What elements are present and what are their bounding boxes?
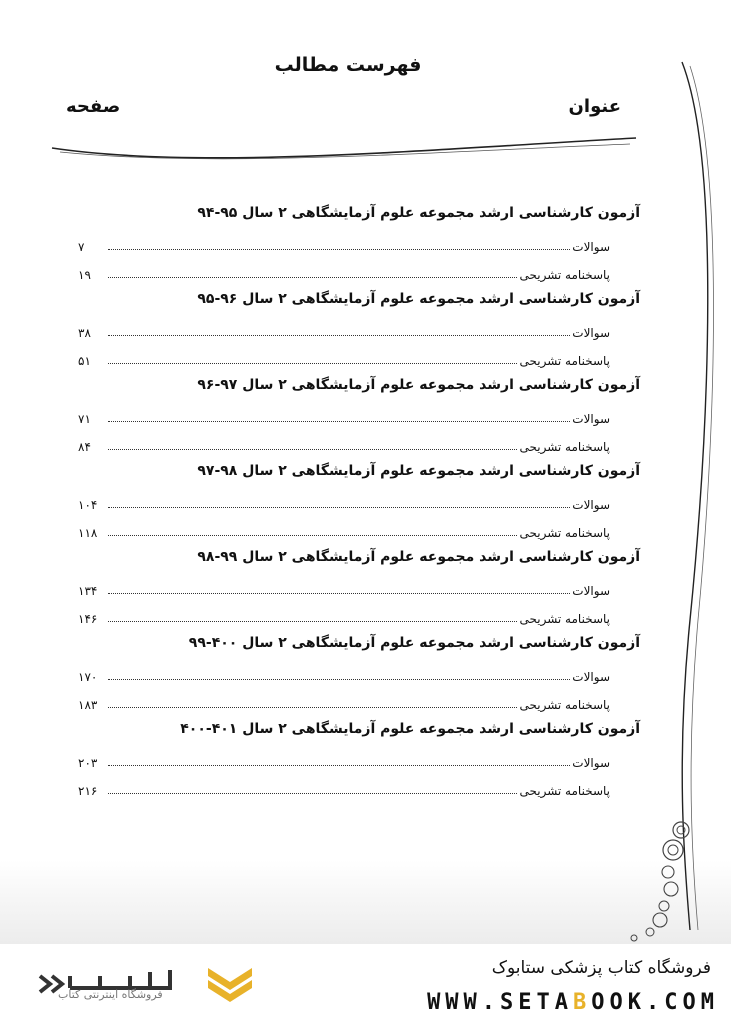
dot-leader <box>108 765 570 766</box>
toc-entry[interactable] <box>78 228 640 256</box>
toc-entry-label: پاسخنامه تشریحی <box>519 526 610 540</box>
dot-leader <box>108 507 570 508</box>
toc-entry-page-number: ۲۱۶ <box>78 784 98 798</box>
toc-entry-page-number: ۵۱ <box>78 354 91 368</box>
url-accent-letter: B <box>573 990 592 1015</box>
toc-entry[interactable] <box>78 658 640 686</box>
toc-section-title[interactable]: آزمون کارشناسی ارشد مجموعه علوم آزمایشگاهی ۲ سال ۹۷-۹۶ <box>197 377 640 393</box>
dot-leader <box>108 363 517 364</box>
toc-entry[interactable] <box>78 572 640 600</box>
toc-entry-label: سوالات <box>572 670 610 684</box>
url-part: WWW.SETA <box>427 990 574 1015</box>
dot-leader <box>108 707 517 708</box>
toc-entry-label: پاسخنامه تشریحی <box>519 440 610 454</box>
toc-entry[interactable] <box>78 600 640 628</box>
toc-entry-label: پاسخنامه تشریحی <box>519 268 610 282</box>
toc-section-title[interactable]: آزمون کارشناسی ارشد مجموعه علوم آزمایشگاهی ۲ سال ۹۵-۹۴ <box>197 205 640 221</box>
dot-leader <box>108 679 570 680</box>
toc-entry[interactable] <box>78 428 640 456</box>
dot-leader <box>108 793 517 794</box>
dot-leader <box>108 449 517 450</box>
toc-entry-label: سوالات <box>572 240 610 254</box>
dot-leader <box>108 249 570 250</box>
dot-leader <box>108 621 517 622</box>
toc-entry-label: سوالات <box>572 756 610 770</box>
toc-entry[interactable] <box>78 314 640 342</box>
toc-entry-label: پاسخنامه تشریحی <box>519 698 610 712</box>
dot-leader <box>108 335 570 336</box>
toc-entry[interactable] <box>78 514 640 542</box>
toc-entry-page-number: ۱۰۴ <box>78 498 98 512</box>
toc-entry-page-number: ۲۰۳ <box>78 756 98 770</box>
toc-entry[interactable] <box>78 400 640 428</box>
dot-leader <box>108 421 570 422</box>
toc-entry-page-number: ۷ <box>78 240 85 254</box>
setabook-logo <box>30 958 290 1014</box>
toc-entry[interactable] <box>78 772 640 800</box>
toc-entry-page-number: ۷۱ <box>78 412 91 426</box>
page-title: فهرست مطالب <box>274 54 422 76</box>
toc-entry[interactable] <box>78 342 640 370</box>
toc-section-title[interactable]: آزمون کارشناسی ارشد مجموعه علوم آزمایشگاهی ۲ سال ۹۹-۹۸ <box>197 549 640 565</box>
dot-leader <box>108 535 517 536</box>
toc-entry-page-number: ۱۷۰ <box>78 670 98 684</box>
store-url[interactable] <box>427 990 719 1015</box>
toc-entry-page-number: ۱۴۶ <box>78 612 98 626</box>
column-header-title: عنوان <box>568 96 621 117</box>
table-of-contents <box>78 198 640 800</box>
toc-entry-label: پاسخنامه تشریحی <box>519 612 610 626</box>
dot-leader <box>108 277 517 278</box>
toc-entry-page-number: ۳۸ <box>78 326 91 340</box>
url-part: OOK.COM <box>591 990 719 1015</box>
column-header-page: صفحه <box>66 96 121 117</box>
toc-entry-label: سوالات <box>572 498 610 512</box>
toc-entry-page-number: ۱۱۸ <box>78 526 98 540</box>
toc-entry-page-number: ۱۸۳ <box>78 698 98 712</box>
logo-subtext: فروشگاه اینترنتی کتاب <box>58 988 163 1001</box>
footer-banner <box>0 944 731 1024</box>
toc-entry-label: پاسخنامه تشریحی <box>519 354 610 368</box>
toc-entry[interactable] <box>78 744 640 772</box>
toc-entry-page-number: ۱۹ <box>78 268 91 282</box>
toc-entry-page-number: ۱۳۴ <box>78 584 98 598</box>
store-name: فروشگاه کتاب پزشکی ستابوک <box>491 958 711 978</box>
toc-entry[interactable] <box>78 486 640 514</box>
toc-section-title[interactable]: آزمون کارشناسی ارشد مجموعه علوم آزمایشگاهی ۲ سال ۴۰۰-۹۹ <box>188 635 640 651</box>
toc-entry[interactable] <box>78 256 640 284</box>
dot-leader <box>108 593 570 594</box>
toc-section-title[interactable]: آزمون کارشناسی ارشد مجموعه علوم آزمایشگاهی ۲ سال ۹۶-۹۵ <box>197 291 640 307</box>
toc-entry-label: سوالات <box>572 326 610 340</box>
toc-section-title[interactable]: آزمون کارشناسی ارشد مجموعه علوم آزمایشگاهی ۲ سال ۴۰۱-۴۰۰ <box>180 721 640 737</box>
toc-entry-label: سوالات <box>572 412 610 426</box>
toc-entry-page-number: ۸۴ <box>78 440 91 454</box>
toc-entry[interactable] <box>78 686 640 714</box>
toc-entry-label: سوالات <box>572 584 610 598</box>
toc-section-title[interactable]: آزمون کارشناسی ارشد مجموعه علوم آزمایشگاهی ۲ سال ۹۸-۹۷ <box>197 463 640 479</box>
toc-entry-label: پاسخنامه تشریحی <box>519 784 610 798</box>
